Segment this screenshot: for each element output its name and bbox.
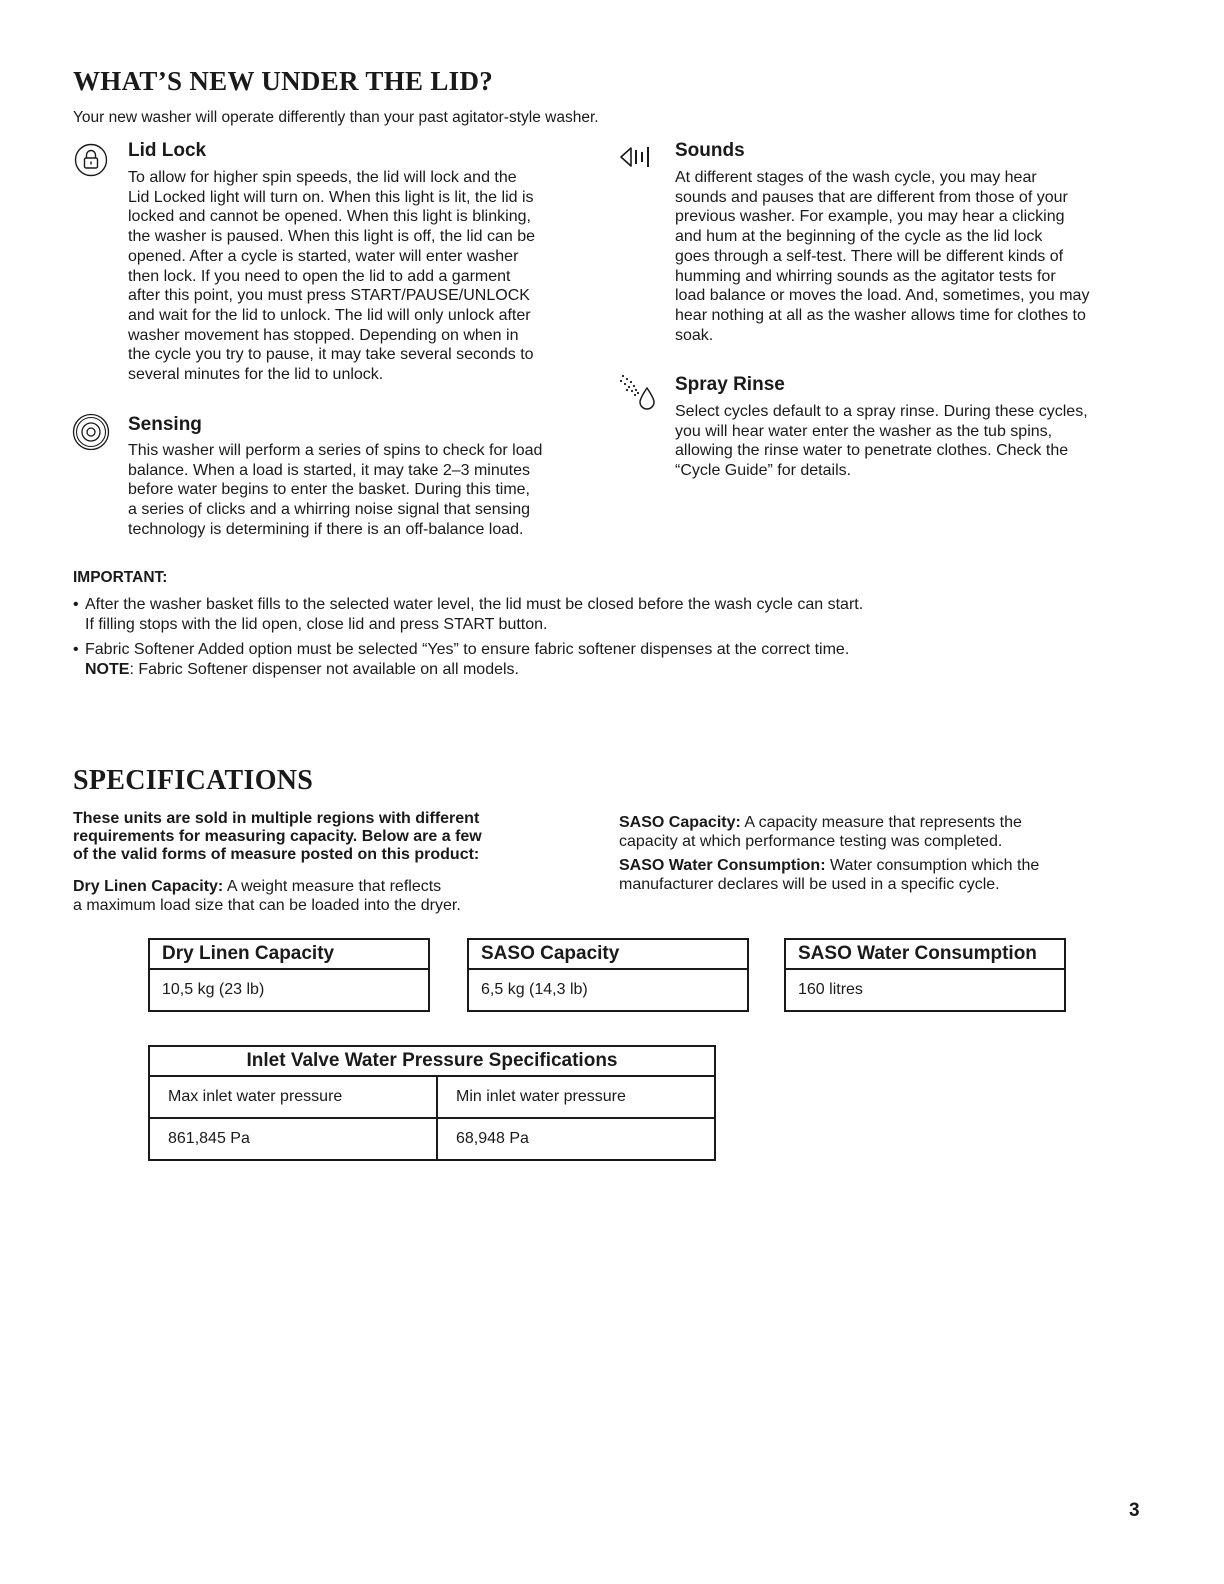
saso-capacity-desc: A capacity measure that represents the capacity at which performance testing was completed.	[619, 814, 1022, 850]
max-pressure-label: Max inlet water pressure	[149, 1076, 437, 1118]
spray-rinse-body: Select cycles default to a spray rinse. During these cycles, you will hear water enter the washer as the tub spins, allowing the rinse water to penetrate clothes. Check the “Cycle Guide” for details.	[675, 403, 1088, 480]
saso-capacity-value: 6,5 kg (14,3 lb)	[481, 981, 588, 998]
section-title-whats-new: WHAT’S NEW UNDER THE LID?	[73, 66, 494, 96]
saso-capacity-header: SASO Capacity	[469, 940, 747, 970]
intro-text: Your new washer will operate differently than your past agitator-style washer.	[73, 109, 599, 126]
speaker-icon	[617, 142, 657, 172]
saso-capacity-box	[467, 938, 749, 1012]
saso-water-term: SASO Water Consumption:	[619, 857, 826, 874]
saso-water-consumption-value: 160 litres	[798, 981, 863, 998]
spray-rinse-icon	[617, 372, 657, 412]
sounds-body: At different stages of the wash cycle, you may hear sounds and pauses that are different from those of your previous washer. For example, you may hear a clicking and hum at the beginning of the cycle as the lid lock goes through a self-test. There will be different kinds of humming and whirring sounds as the agitator tests for load balance or moves the load. And, sometimes, you may hear nothing at all as the washer allows time for clothes to soak.	[675, 169, 1090, 344]
sensing-heading: Sensing	[128, 414, 202, 435]
lock-icon	[74, 143, 108, 177]
lid-lock-body: To allow for higher spin speeds, the lid will lock and the Lid Locked light will turn on. When this light is lit, the lid is locked and cannot be opened. When this light is blinking, the washer is paused. When this light is off, the lid can be opened. After a cycle is started, water will enter washer then lock. If you need to open the lid to add a garment after this point, you must press START/PAUSE/UNLOCK and wait for the lid to unlock. The lid will only unlock after washer movement has stopped. Depending on when in the cycle you try to pause, it may take several seconds to several minutes for the lid to unlock.	[128, 169, 536, 384]
section-title-specifications: SPECIFICATIONS	[73, 765, 314, 796]
min-pressure-label: Min inlet water pressure	[437, 1076, 715, 1118]
dry-linen-capacity-value: 10,5 kg (23 lb)	[162, 981, 265, 998]
inlet-valve-pressure-table	[148, 1045, 716, 1161]
note-text: : Fabric Softener dispenser not available on all models.	[129, 660, 519, 678]
important-bullet-2	[73, 640, 1145, 679]
note-line	[85, 660, 1145, 680]
saso-capacity-definition	[619, 813, 1159, 851]
saso-capacity-term: SASO Capacity:	[619, 814, 741, 831]
dry-linen-capacity-desc: A weight measure that reflects a maximum load size that can be loaded into the dryer.	[73, 878, 461, 914]
dry-linen-capacity-definition	[73, 877, 593, 915]
inlet-table-title: Inlet Valve Water Pressure Specifications	[149, 1046, 715, 1076]
saso-water-consumption-header: SASO Water Consumption	[786, 940, 1064, 970]
bullet-dot: •	[73, 596, 79, 613]
bullet-dot: •	[73, 641, 79, 658]
specifications-lead: These units are sold in multiple regions with different requirements for measuring capacity. Below are a few of the valid forms of measure posted on this product:	[73, 810, 482, 863]
saso-water-desc: Water consumption which the manufacturer declares will be used in a specific cycle.	[619, 857, 1040, 893]
min-pressure-value: 68,948 Pa	[437, 1118, 715, 1160]
saso-water-definition	[619, 856, 1159, 894]
bullet-1-line-2: If filling stops with the lid open, close lid and press START button.	[85, 615, 548, 633]
sounds-heading: Sounds	[675, 140, 745, 161]
max-pressure-value: 861,845 Pa	[149, 1118, 437, 1160]
sensing-icon	[72, 413, 110, 451]
dry-linen-capacity-term: Dry Linen Capacity:	[73, 878, 224, 895]
bullet-1-line-1: After the washer basket fills to the selected water level, the lid must be closed before the wash cycle can start.	[85, 596, 864, 613]
saso-water-consumption-box	[784, 938, 1066, 1012]
dry-linen-capacity-header: Dry Linen Capacity	[150, 940, 428, 970]
page-number: 3	[1129, 1500, 1140, 1521]
note-label: NOTE	[85, 660, 130, 678]
bullet-2-line-1: Fabric Softener Added option must be selected “Yes” to ensure fabric softener dispenses at the correct time.	[85, 641, 850, 658]
lid-lock-heading: Lid Lock	[128, 140, 207, 161]
important-bullet-1	[73, 595, 1145, 634]
sensing-body: This washer will perform a series of spins to check for load balance. When a load is started, it may take 2–3 minutes before water begins to enter the basket. During this time, a series of clicks and a whirring noise signal that sensing technology is determining if there is an off-balance load.	[128, 442, 543, 538]
spray-rinse-heading: Spray Rinse	[675, 374, 785, 395]
dry-linen-capacity-box	[148, 938, 430, 1012]
important-label: IMPORTANT:	[73, 569, 168, 586]
